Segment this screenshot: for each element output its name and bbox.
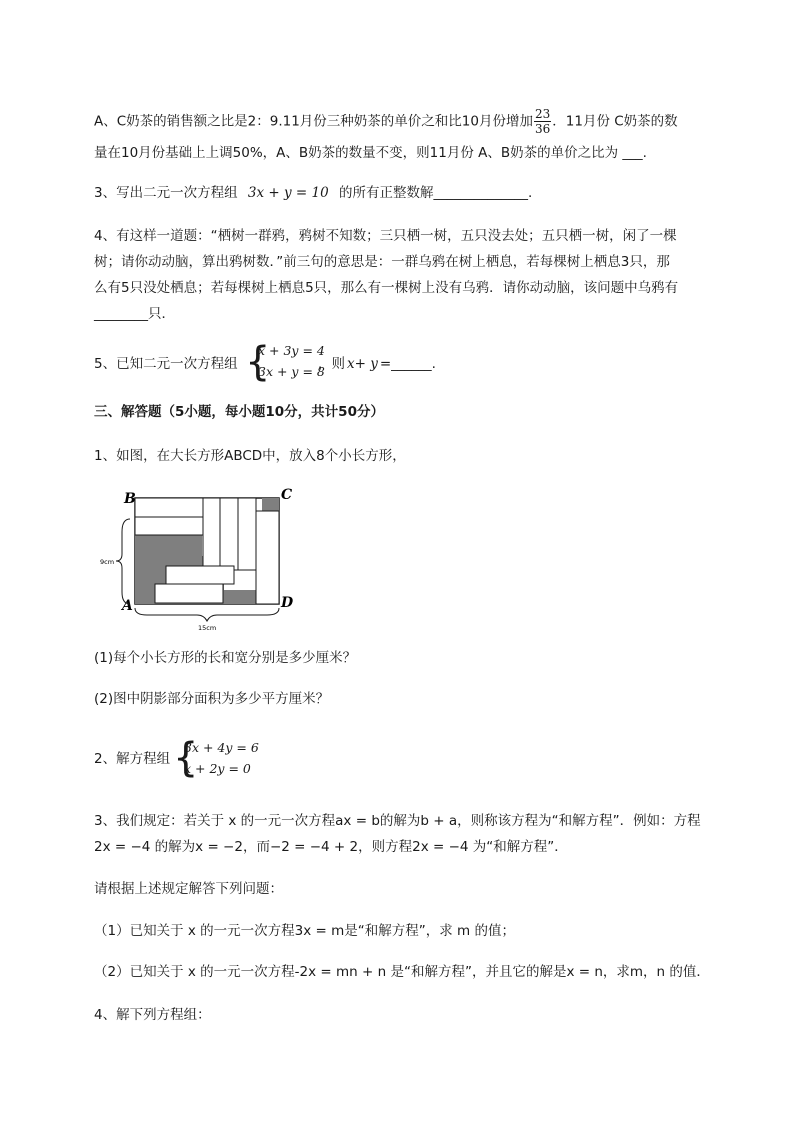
- problem-2-prefix: 2、解方程组: [94, 751, 171, 767]
- problem-3-sub1: （1）已知关于 x 的一元一次方程3x = m是“和解方程”，求 m 的值；: [94, 923, 516, 939]
- question-5-eq1: x + 3y = 4: [258, 343, 325, 358]
- width-brace-icon: [135, 608, 279, 621]
- fraction-numerator: 23: [535, 107, 551, 121]
- section-heading: 三、解答题（5小题，每小题10分，共计50分）: [94, 404, 384, 420]
- question-4-line4: ________只．: [94, 306, 175, 322]
- prev-question-line1: [94, 107, 678, 136]
- fraction-23-36: [534, 107, 551, 136]
- left-brace-icon: {: [245, 339, 271, 385]
- label-height: 9cm: [100, 558, 115, 566]
- small-rect-3: [203, 498, 220, 570]
- shaded-region-corner: [262, 498, 279, 511]
- problem-1-sub1: (1)每个小长方形的长和宽分别是多少厘米？: [94, 650, 357, 666]
- problem-2-eq1: 3x + 4y = 6: [184, 740, 259, 755]
- label-D: D: [281, 595, 294, 611]
- label-width: 15cm: [198, 624, 217, 632]
- prev-question-line2: 量在10月份基础上上调50%，A、B奶茶的数量不变，则11月份 A、B奶茶的单价之比为 ___.: [94, 145, 647, 161]
- question-5-tail: [318, 354, 436, 374]
- problem-3-line3: 请根据上述规定解答下列问题：: [94, 881, 283, 897]
- problem-3-sub2: （2）已知关于 x 的一元一次方程-2x = mn + n 是“和解方程”，并且它的解是x = n，求m，n 的值．: [94, 964, 710, 980]
- problem-3-line2: 2x = −4 的解为x = −2，而−2 = −4 + 2，则方程2x = −4 为“和解方程”．: [94, 839, 568, 855]
- question-3-suffix: 的所有正整数解______________.: [338, 185, 533, 201]
- small-rect-4: [220, 498, 238, 570]
- question-5-suffix-b: =______.: [379, 356, 436, 372]
- small-rect-6: [256, 511, 279, 604]
- problem-1-intro: 1、如图，在大长方形ABCD中，放入8个小长方形，: [94, 448, 406, 464]
- question-4-line2: 树；请你动动脑，算出鸦树数．”前三句的意思是：一群乌鸦在树上栖息，若每棵树上栖息3只，那: [94, 254, 670, 270]
- small-rect-7: [166, 566, 234, 584]
- fraction-denominator: 36: [535, 122, 551, 136]
- question-5-expr: x+ y: [347, 356, 378, 372]
- small-rect-5: [238, 498, 256, 570]
- rectangle-figure: [100, 484, 310, 632]
- label-B: B: [124, 491, 136, 507]
- height-brace-icon: [116, 519, 130, 604]
- question-3-equation: 3x + y = 10: [247, 185, 329, 201]
- question-4-line1: 4、有这样一道题：“栖树一群鸦，鸦树不知数；三只栖一树，五只没去处；五只栖一树，闲了一棵: [94, 228, 677, 244]
- label-A: A: [122, 598, 133, 614]
- question-5-prefix: 5、已知二元一次方程组: [94, 356, 238, 372]
- prev-question-line1-text-b: ．11月份 C奶茶的数: [552, 113, 678, 130]
- small-rect-2: [135, 517, 203, 535]
- question-4-line3: 么有5只没处栖息；若每棵树上栖息5只，那么有一棵树上没有乌鸦．请你动动脑，该问题中乌鸦有: [94, 280, 679, 296]
- prev-question-line1-text-a: A、C奶茶的销售额之比是2：9.11月份三种奶茶的单价之和比10月份增加: [94, 113, 533, 130]
- question-3: [94, 183, 532, 203]
- question-5-eq2: 3x + y = 8: [258, 364, 325, 379]
- problem-2-eq2: x + 2y = 0: [184, 761, 251, 776]
- label-C: C: [281, 487, 293, 503]
- small-rect-8: [155, 584, 223, 603]
- question-5-suffix-a: ，则: [318, 356, 345, 372]
- small-rect-1: [135, 498, 203, 517]
- problem-1-sub2: (2)图中阴影部分面积为多少平方厘米？: [94, 691, 330, 707]
- problem-4-intro: 4、解下列方程组：: [94, 1007, 211, 1023]
- left-brace-icon: {: [173, 735, 199, 781]
- problem-3-line1: 3、我们规定：若关于 x 的一元一次方程ax = b的解为b + a，则称该方程为“和解方程”．例如：方程: [94, 813, 701, 829]
- question-3-prefix: 3、写出二元一次方程组: [94, 185, 238, 201]
